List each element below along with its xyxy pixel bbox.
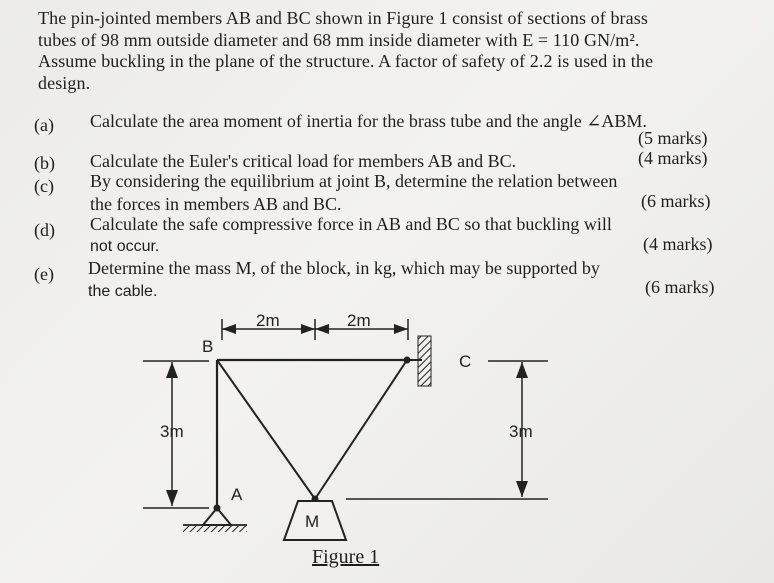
question-d-text-2: not occur.	[90, 238, 160, 255]
question-e-marks: (6 marks)	[645, 277, 715, 297]
question-a-text: Calculate the area moment of inertia for the brass tube and the angle ∠ABM.	[90, 111, 647, 131]
figure-caption: Figure 1	[312, 546, 380, 568]
question-a-number: (a)	[34, 115, 54, 135]
truss-members	[214, 357, 411, 512]
intro-line-4: design.	[38, 72, 91, 93]
dimension-top	[222, 319, 408, 340]
label-B: B	[202, 337, 214, 356]
intro-line-3: Assume buckling in the plane of the structure. A factor of safety of 2.2 is used in the	[38, 51, 654, 71]
question-c-text-2: the forces in members AB and BC.	[90, 194, 342, 214]
dim-label-left: 3m	[160, 422, 184, 441]
dim-label-top-left: 2m	[256, 311, 280, 330]
question-d-number: (d)	[34, 220, 55, 240]
label-M: M	[305, 512, 320, 531]
dim-label-right: 3m	[509, 422, 533, 441]
label-A: A	[231, 485, 243, 504]
question-a-marks: (5 marks)	[638, 128, 708, 148]
question-b-marks: (4 marks)	[638, 148, 708, 168]
cable-BM	[217, 360, 315, 499]
member-BC	[315, 360, 407, 499]
label-C: C	[459, 352, 472, 371]
question-e-number: (e)	[34, 264, 54, 284]
question-c-text-1: By considering the equilibrium at joint B, determine the relation between	[90, 171, 618, 191]
question-e-text-1: Determine the mass M, of the block, in kg, which may be supported by	[88, 258, 600, 278]
question-d-marks: (4 marks)	[643, 234, 713, 254]
question-d-text-1: Calculate the safe compressive force in AB and BC so that buckling will	[90, 214, 612, 234]
question-c-marks: (6 marks)	[641, 191, 711, 211]
intro-line-2: tubes of 98 mm outside diameter and 68 mm inside diameter with E = 110 GN/m².	[38, 29, 640, 50]
intro-line-1: The pin-jointed members AB and BC shown in Figure 1 consist of sections of brass	[38, 8, 648, 28]
wall-support-icon	[407, 336, 431, 386]
dim-label-top-right: 2m	[347, 311, 371, 330]
pin-support-icon	[183, 508, 247, 532]
question-b-text: Calculate the Euler's critical load for members AB and BC.	[90, 151, 517, 171]
question-c-number: (c)	[34, 176, 54, 196]
question-b-number: (b)	[34, 153, 55, 173]
question-e-text-2: the cable.	[88, 283, 158, 300]
